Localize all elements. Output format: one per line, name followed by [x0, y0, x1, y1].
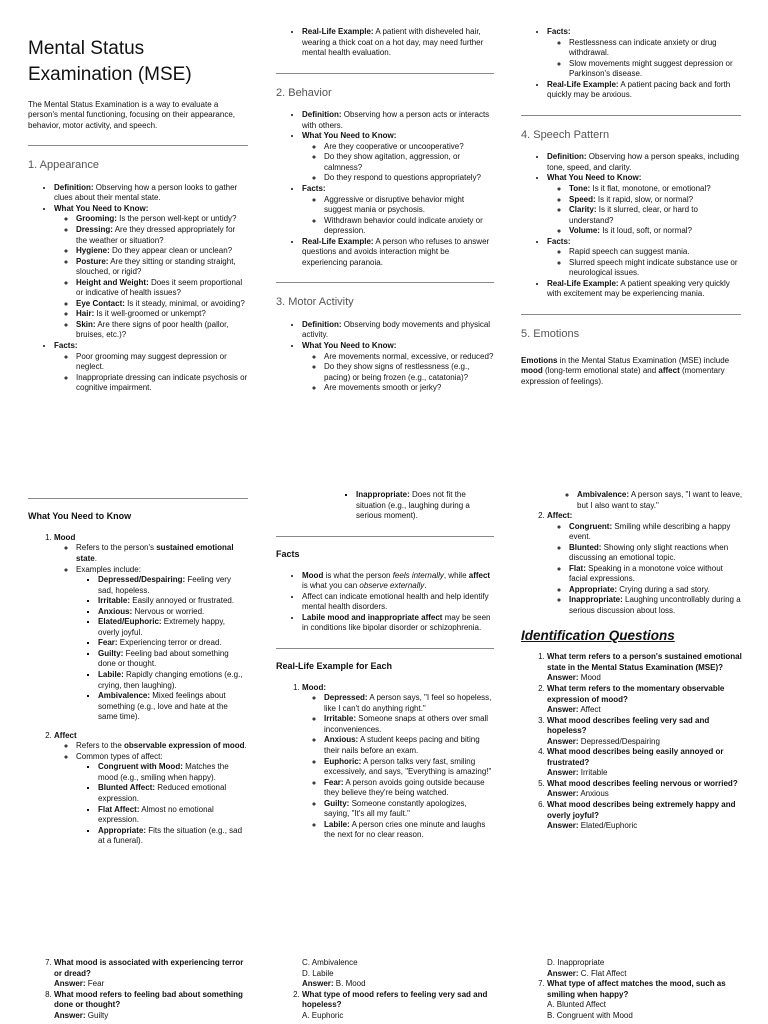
list-item: ◦ Euphoric: A person talks very fast, smiling excessively, and says, "Everything is amazing!": [324, 757, 494, 778]
list-item: ◦ Dressing: Are they dressed appropriately for the weather or situation?: [76, 225, 248, 246]
list-item: ◦ Inappropriate: Laughing uncontrollably during a serious discussion about loss.: [569, 595, 743, 616]
list-item: • Facts: ◦ Poor grooming may suggest depression or neglect. ◦ Inappropriate dressing can indicate psychosis or cognitive impairment.: [54, 341, 248, 394]
list-item: ◦ Do they show signs of restlessness (e.g., pacing) or being frozen (e.g., catatonia)?: [324, 362, 494, 383]
panel-behavior: [276, 27, 494, 477]
list-item: ◦ Height and Weight: Does it seem proportional or indicative of health issues?: [76, 278, 248, 299]
list-item: 1. Mood: ◦ Depressed: A person says, "I feel so hopeless, like I can't do anything right." ◦ Irritable: Someone snaps at others over small inconveniences. ◦ Anxious: A student keeps pacing and biting their nails before an exam. ◦ Euphoric: A person talks very fast, smiling excessively, and says, "Everything is amazing!" ◦ Fear: A person avoids going outside because they believe they're being watched. ◦ Guilty: Someone constantly apologizes, saying, "It's all my fault." ◦ Labile: A person cries one minute and laughs the next for no clear reason.: [302, 683, 494, 841]
list-item: ◦ Flat: Speaking in a monotone voice without facial expressions.: [569, 564, 743, 585]
list-item: ◦ Inappropriate dressing can indicate psychosis or cognitive impairment.: [76, 373, 248, 394]
list-item: • What You Need to Know: ◦ Grooming: Is the person well-kept or untidy? ◦ Dressing: Are they dressed appropriately for the weather or situation? ◦ Hygiene: Do they appear clean or unclean? ◦ Posture: Are they sitting or standing straight, slouched, or rigid? ◦ Height and Weight: Does it seem proportional or indicative of health issues? ◦ Eye Contact: Is it steady, minimal, or avoiding? ◦ Hair: Is it well-groomed or unkempt? ◦ Skin: Are there signs of poor health (pallor, bruises, etc.)?: [54, 204, 248, 341]
section-heading-appearance: 1. Appearance: [28, 159, 99, 172]
section-heading-wyntk: What You Need to Know: [28, 511, 132, 521]
list-item: • Real-Life Example: A patient speaking very quickly with excitement may be experiencing mania.: [547, 279, 741, 300]
list-item: • Facts: ◦ Aggressive or disruptive behavior might suggest mania or psychosis. ◦ Withdrawn behavior could indicate anxiety or depression.: [302, 184, 494, 237]
section-heading-identification-questions: Identification Questions: [521, 627, 675, 643]
emotions-paragraph: Emotions in the Mental Status Examination (MSE) include mood (long-term emotional state) and affect (momentary expression of feelings).: [521, 355, 730, 386]
list-item: • What You Need to Know: ◦ Are movements normal, excessive, or reduced? ◦ Do they show signs of restlessness (e.g., pacing) or being frozen (e.g., catatonia)? ◦ Are movements smooth or jerky?: [302, 341, 494, 394]
list-item: • Real-Life Example: A patient pacing back and forth quickly may be anxious.: [547, 80, 741, 101]
question-item: 3. What mood describes feeling very sad and hopeless? Answer: Depressed/Despairing: [547, 716, 743, 748]
list-item: ▪ Inappropriate: Does not fit the situation (e.g., laughing during a serious moment).: [356, 490, 494, 522]
divider: [276, 536, 494, 537]
list-item: ◦ Slow movements might suggest depression or Parkinson's disease.: [569, 59, 741, 80]
list-item: ▪ Labile: Rapidly changing emotions (e.g., crying, then laughing).: [98, 670, 248, 691]
list-item: ▪ Congruent with Mood: Matches the mood (e.g., smiling when happy).: [98, 762, 248, 783]
list-item: ◦ Congruent: Smiling while describing a happy event.: [569, 522, 743, 543]
list-item: • Definition: Observing how a person speaks, including tone, speed, and clarity.: [547, 152, 741, 173]
list-item: ◦ Are movements normal, excessive, or reduced?: [324, 352, 494, 363]
panel-appearance: [28, 36, 248, 476]
list-item: ◦ Poor grooming may suggest depression or neglect.: [76, 352, 248, 373]
choice-option: A. Euphoric: [302, 1010, 344, 1020]
question-item: 2. What type of mood refers to feeling very sad and hopeless? A. Euphoric: [302, 990, 494, 1022]
question-item: 1. What term refers to a person's sustained emotional state in the Mental Status Examination (MSE)? Answer: Mood: [547, 652, 743, 684]
list-item: ▪ Depressed/Despairing: Feeling very sad, hopeless.: [98, 575, 248, 596]
list-item: ◦ Clarity: Is it slurred, clear, or hard to understand?: [569, 205, 741, 226]
answer-line: Answer: C. Flat Affect: [547, 968, 627, 978]
list-item: ◦ Hair: Is it well-groomed or unkempt?: [76, 309, 248, 320]
list-item: • What You Need to Know: ◦ Are they cooperative or uncooperative? ◦ Do they show agitation, aggression, or calmness? ◦ Do they respond to questions appropriately?: [302, 131, 494, 184]
choice-option: A. Blunted Affect: [547, 1000, 607, 1010]
list-item: • What You Need to Know: ◦ Tone: Is it flat, monotone, or emotional? ◦ Speed: Is it rapid, slow, or normal? ◦ Clarity: Is it slurred, clear, or hard to understand? ◦ Volume: Is it loud, soft, or normal?: [547, 173, 741, 236]
list-item: ▪ Fear: Experiencing terror or dread.: [98, 638, 248, 649]
section-heading-emotions: 5. Emotions: [521, 328, 580, 340]
choice-option: D. Inappropriate: [547, 958, 605, 967]
list-item: ◦ Refers to the person's sustained emotional state.: [76, 543, 248, 564]
section-heading-real-life-examples: Real-Life Example for Each: [276, 660, 393, 671]
divider: [276, 73, 494, 74]
list-item: 2. Affect: ◦ Congruent: Smiling while describing a happy event. ◦ Blunted: Showing only slight reactions when discussing an emotional topic. ◦ Flat: Speaking in a monotone voice without facial expressions. ◦ Appropriate: Crying during a sad story. ◦ Inappropriate: Laughing uncontrollably during a serious discussion about loss.: [547, 511, 743, 616]
question-item: 7. What mood is associated with experiencing terror or dread? Answer: Fear: [54, 958, 248, 990]
question-item: 8. What mood refers to feeling bad about something done or thought? Answer: Guilty: [54, 990, 248, 1022]
list-item: ◦ Guilty: Someone constantly apologizes, saying, "It's all my fault.": [324, 799, 494, 820]
divider: [276, 282, 494, 283]
list-item: ◦ Examples include: ▪ Depressed/Despairing: Feeling very sad, hopeless. ▪ Irritable: Easily annoyed or frustrated. ▪ Anxious: Nervous or worried. ▪ Elated/Euphoric: Extremely happy, overly joyful. ▪ Fear: Experiencing terror or dread. ▪ Guilty: Feeling bad about something done or thought. ▪ Labile: Rapidly changing emotions (e.g., crying, then laughing). ▪ Ambivalence: Mixed feelings about something (e.g., love and hate at the same time).: [76, 565, 248, 723]
question-item: 5. What mood describes feeling nervous or worried? Answer: Anxious: [547, 779, 743, 800]
section-heading-speech-pattern: 4. Speech Pattern: [521, 128, 610, 141]
list-item: ◦ Are they cooperative or uncooperative?: [324, 142, 494, 153]
list-item: ◦ Volume: Is it loud, soft, or normal?: [569, 226, 741, 237]
question-item: 6. What mood describes being extremely happy and overly joyful? Answer: Elated/Euphoric: [547, 800, 743, 832]
list-item: • Mood is what the person feels internally, while affect is what you can observe externally.: [302, 571, 494, 592]
list-item: • Real-Life Example: A person who refuses to answer questions and avoids interaction might be experiencing paranoia.: [302, 237, 494, 269]
list-item: ▪ Guilty: Feeling bad about something done or thought.: [98, 649, 248, 670]
question-item: 2. What term refers to the momentary observable expression of mood? Answer: Affect: [547, 684, 743, 716]
divider: [521, 115, 741, 116]
panel-speech: [521, 27, 741, 477]
panel-questions-continued: [28, 958, 248, 1024]
list-item: ◦ Refers to the observable expression of mood.: [76, 741, 248, 752]
list-item: • Definition: Observing how a person acts or interacts with others.: [302, 110, 494, 131]
list-item: • Facts: ◦ Restlessness can indicate anxiety or drug withdrawal. ◦ Slow movements might suggest depression or Parkinson's disease.: [547, 27, 741, 80]
choice-option: C. Ambivalence: [302, 958, 358, 967]
list-item: ◦ Depressed: A person says, "I feel so hopeless, like I can't do anything right.": [324, 693, 494, 714]
question-item: 7. What type of affect matches the mood, such as smiling when happy? A. Blunted Affect B. Congruent with Mood: [547, 979, 743, 1021]
panel-identification: [521, 490, 743, 950]
list-item: ◦ Labile: A person cries one minute and laughs the next for no clear reason.: [324, 820, 494, 841]
list-item: ◦ Posture: Are they sitting or standing straight, slouched, or rigid?: [76, 257, 248, 278]
page-title: Mental Status Examination (MSE): [28, 38, 192, 85]
panel-multiple-choice-b: [521, 958, 743, 1024]
section-heading-facts: Facts: [276, 548, 300, 559]
list-item: • Definition: Observing body movements and physical activity.: [302, 320, 494, 341]
intro-text: The Mental Status Examination is a way to evaluate a person's mental functioning, focusing on their appearance, behavior, motor activity, and speech.: [28, 99, 235, 130]
list-item: ◦ Do they show agitation, aggression, or calmness?: [324, 152, 494, 173]
list-item: ◦ Skin: Are there signs of poor health (pallor, bruises, etc.)?: [76, 320, 248, 341]
question-item: 4. What mood describes being easily annoyed or frustrated? Answer: Irritable: [547, 747, 743, 779]
list-item: ◦ Rapid speech can suggest mania.: [569, 247, 741, 258]
divider: [276, 648, 494, 649]
divider: [521, 314, 741, 315]
list-item: ▪ Appropriate: Fits the situation (e.g., sad at a funeral).: [98, 826, 248, 847]
section-heading-motor-activity: 3. Motor Activity: [276, 296, 354, 309]
divider: [28, 145, 248, 146]
list-item: ▪ Irritable: Easily annoyed or frustrated.: [98, 596, 248, 607]
list-item: • Labile mood and inappropriate affect may be seen in conditions like bipolar disorder or schizophrenia.: [302, 613, 494, 634]
list-item: 2. Affect ◦ Refers to the observable expression of mood. ◦ Common types of affect: ▪ Congruent with Mood: Matches the mood (e.g., smiling when happy). ▪ Blunted Affect: Reduced emotional expression. ▪ Flat Affect: Almost no emotional expression. ▪ Appropriate: Fits the situation (e.g., sad at a funeral).: [54, 731, 248, 847]
panel-facts-examples: [276, 490, 494, 950]
panel-what-you-need-to-know: [28, 486, 248, 946]
choice-option: D. Labile: [302, 968, 334, 978]
list-item: ◦ Common types of affect: ▪ Congruent with Mood: Matches the mood (e.g., smiling when happy). ▪ Blunted Affect: Reduced emotional expression. ▪ Flat Affect: Almost no emotional expression. ▪ Appropriate: Fits the situation (e.g., sad at a funeral).: [76, 752, 248, 847]
list-item: ◦ Blunted: Showing only slight reactions when discussing an emotional topic.: [569, 543, 743, 564]
list-item: ◦ Fear: A person avoids going outside because they believe they're being watched.: [324, 778, 494, 799]
list-item: ◦ Appropriate: Crying during a sad story.: [569, 585, 743, 596]
divider: [28, 498, 248, 499]
list-item: ◦ Are movements smooth or jerky?: [324, 383, 494, 394]
list-item: ◦ Do they respond to questions appropriately?: [324, 173, 494, 184]
answer-line: Answer: B. Mood: [302, 979, 366, 989]
list-item: • Real-Life Example: A patient with disheveled hair, wearing a thick coat on a hot day, may need further mental health evaluation.: [302, 27, 494, 59]
list-item: ◦ Hygiene: Do they appear clean or unclean?: [76, 246, 248, 257]
list-item: ◦ Grooming: Is the person well-kept or untidy?: [76, 214, 248, 225]
panel-multiple-choice-a: [276, 958, 494, 1024]
list-item: ▪ Anxious: Nervous or worried.: [98, 607, 248, 618]
list-item: ▪ Elated/Euphoric: Extremely happy, overly joyful.: [98, 617, 248, 638]
list-item: ◦ Ambivalence: A person says, "I want to leave, but I also want to stay.": [577, 490, 743, 511]
list-item: • Facts: ◦ Rapid speech can suggest mania. ◦ Slurred speech might indicate substance use or neurological issues.: [547, 237, 741, 279]
list-item: ◦ Eye Contact: Is it steady, minimal, or avoiding?: [76, 299, 248, 310]
list-item: ◦ Irritable: Someone snaps at others over small inconveniences.: [324, 714, 494, 735]
list-item: ◦ Slurred speech might indicate substance use or neurological issues.: [569, 258, 741, 279]
list-item: ◦ Restlessness can indicate anxiety or drug withdrawal.: [569, 38, 741, 59]
choice-option: B. Congruent with Mood: [547, 1010, 633, 1020]
list-item: 1. Mood ◦ Refers to the person's sustained emotional state. ◦ Examples include: ▪ Depressed/Despairing: Feeling very sad, hopeless. ▪ Irritable: Easily annoyed or frustrated. ▪ Anxious: Nervous or worried. ▪ Elated/Euphoric: Extremely happy, overly joyful. ▪ Fear: Experiencing terror or dread. ▪ Guilty: Feeling bad about something done or thought. ▪ Labile: Rapidly changing emotions (e.g., crying, then laughing). ▪ Ambivalence: Mixed feelings about something (e.g., love and hate at the same time).: [54, 533, 248, 723]
list-item: ▪ Flat Affect: Almost no emotional expression.: [98, 805, 248, 826]
list-item: ◦ Anxious: A student keeps pacing and biting their nails before an exam.: [324, 735, 494, 756]
list-item: ◦ Tone: Is it flat, monotone, or emotional?: [569, 184, 741, 195]
list-item: • Definition: Observing how a person looks to gather clues about their mental state.: [54, 183, 248, 204]
list-item: ▪ Blunted Affect: Reduced emotional expression.: [98, 783, 248, 804]
list-item: ▪ Ambivalence: Mixed feelings about something (e.g., love and hate at the same time).: [98, 691, 248, 723]
list-item: ◦ Withdrawn behavior could indicate anxiety or depression.: [324, 216, 494, 237]
section-heading-behavior: 2. Behavior: [276, 86, 332, 99]
list-item: ◦ Aggressive or disruptive behavior might suggest mania or psychosis.: [324, 195, 494, 216]
list-item: ◦ Speed: Is it rapid, slow, or normal?: [569, 195, 741, 206]
list-item: • Affect can indicate emotional health and help identify mental health disorders.: [302, 592, 494, 613]
